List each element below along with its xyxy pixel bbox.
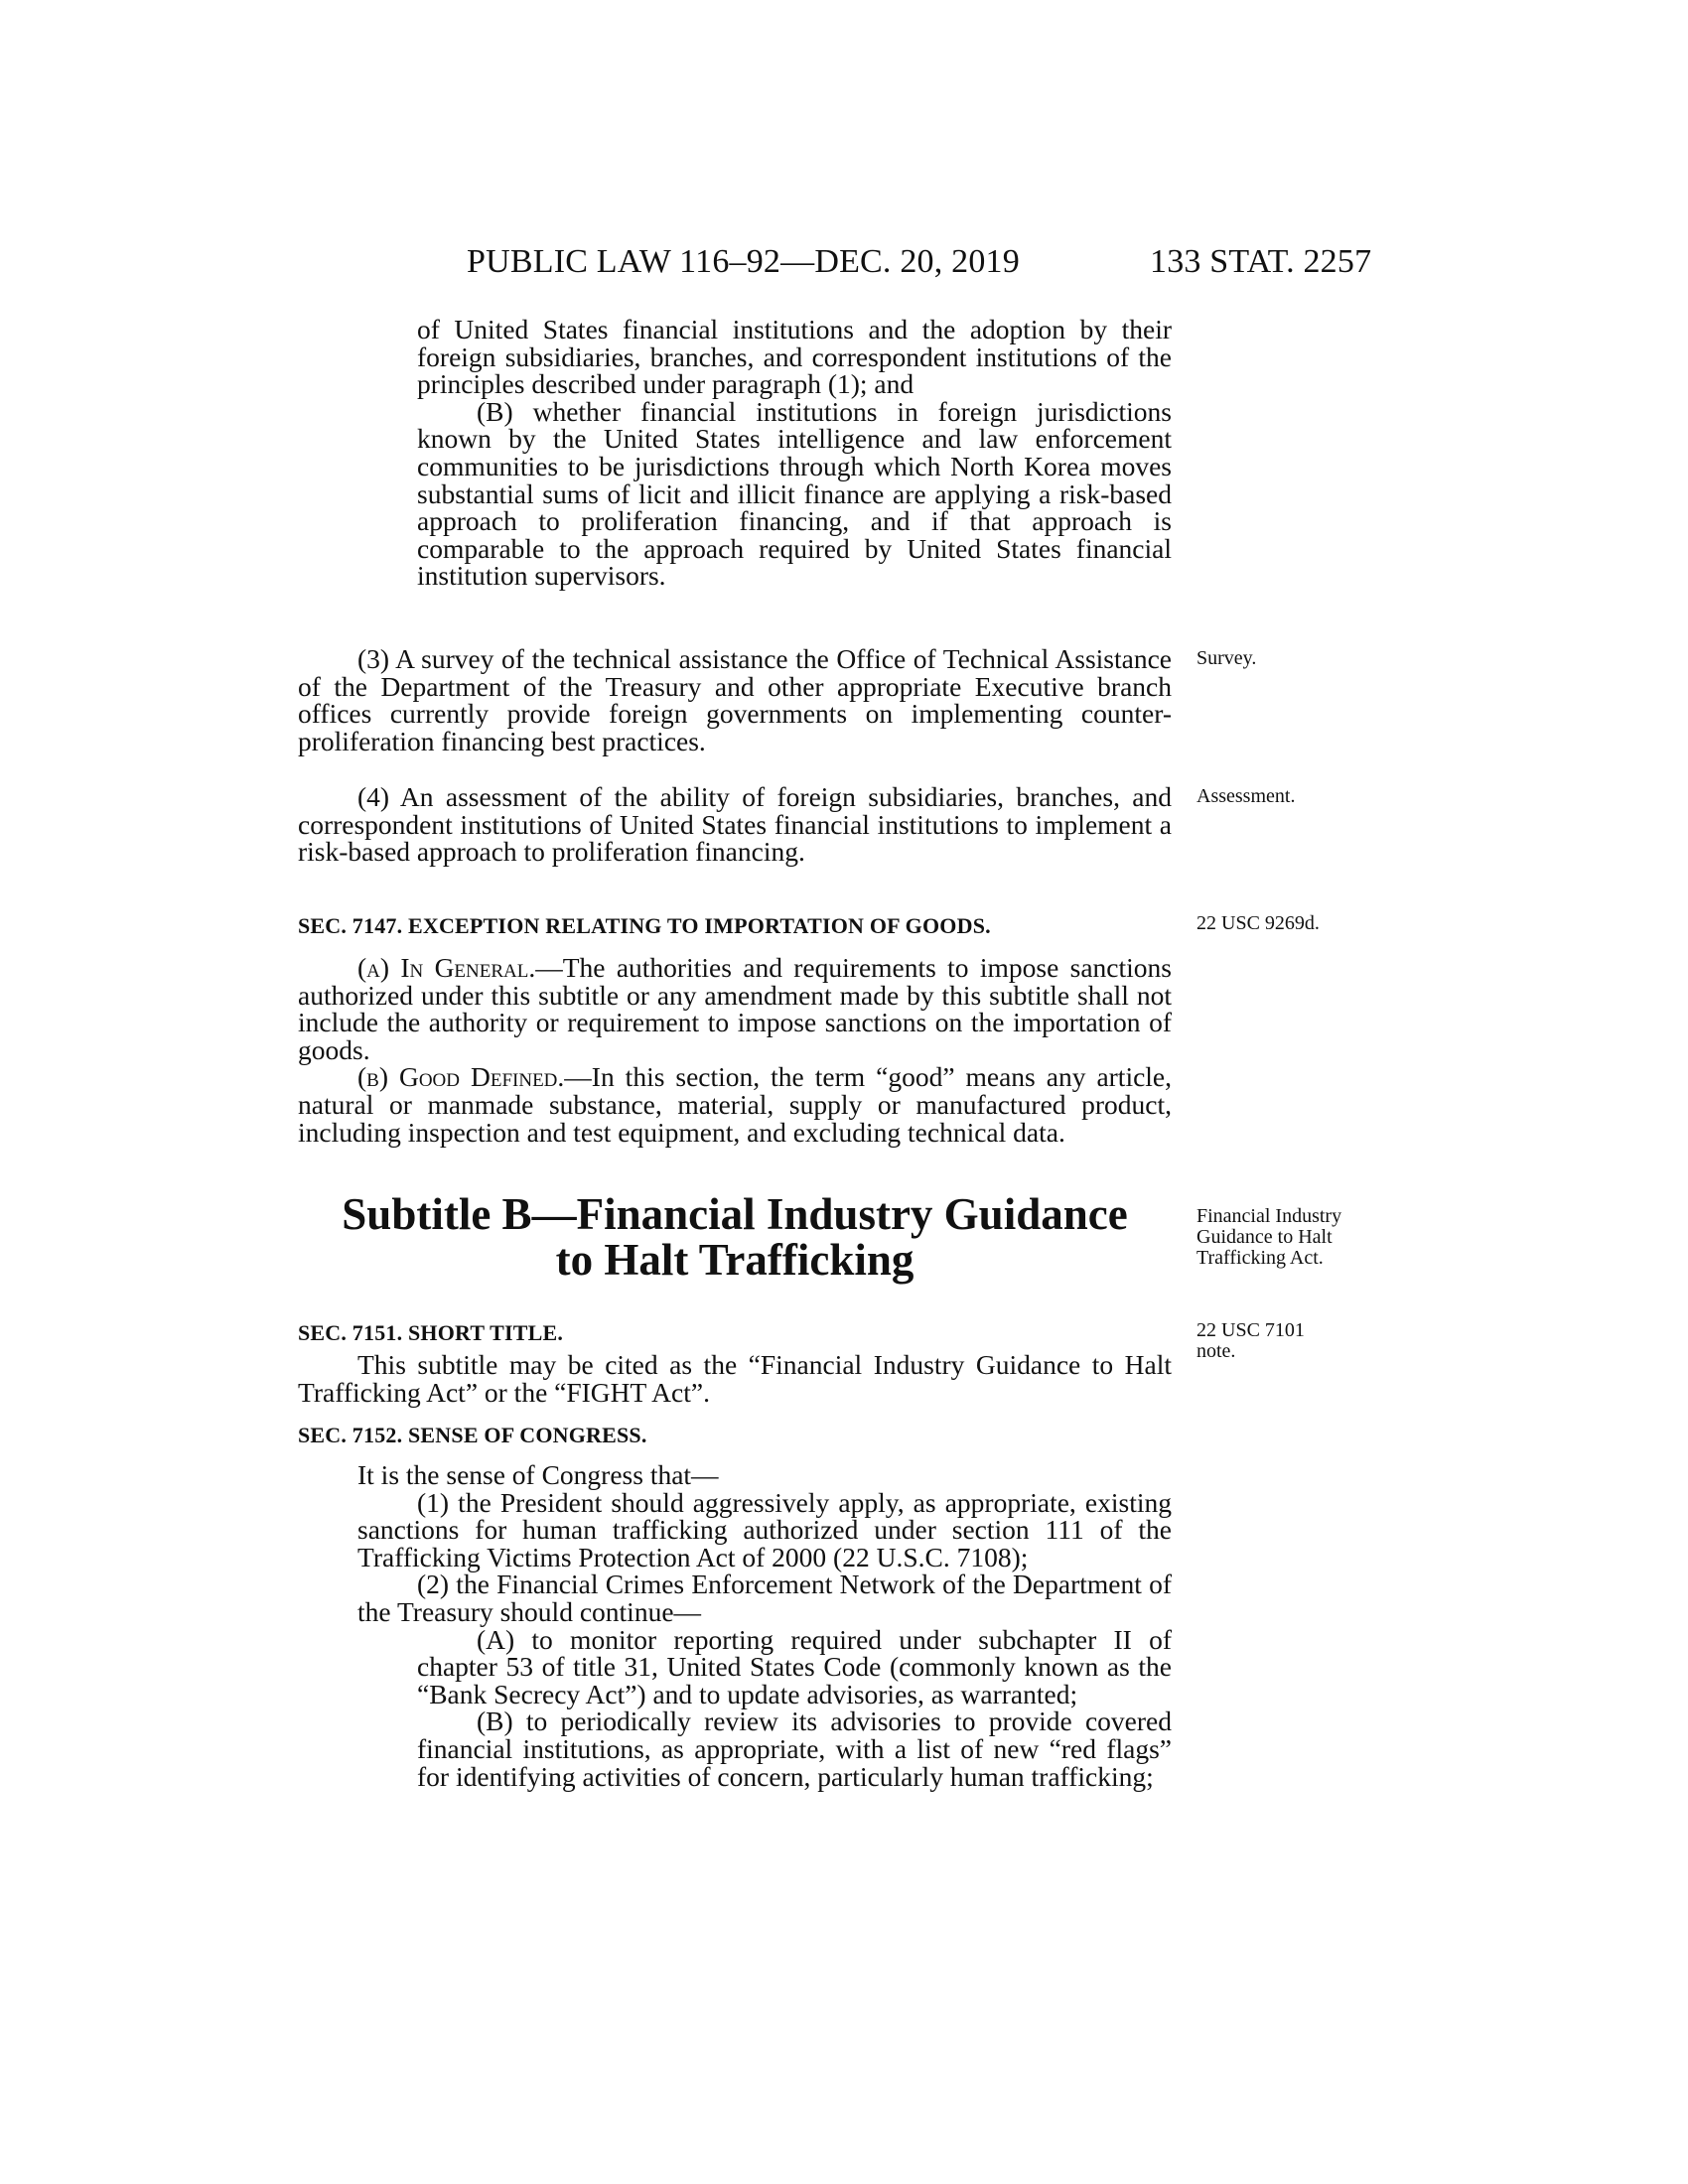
section-7152-heading: SEC. 7152. SENSE OF CONGRESS.	[298, 1423, 647, 1447]
subsection-a-text: —The authorities and requirements to impose sanctions authorized under this subtitle or any amendment made by this subtitle shall not include the authority or requirement to impose sanctions on the importation of goods.	[298, 952, 1172, 1065]
paragraph-4-text: (4) An assessment of the ability of foreign subsidiaries, branches, and correspondent institutions of United States financial institutions to implement a risk-based approach to proliferation financing.	[298, 781, 1172, 868]
margin-note-usc-7101: 22 USC 7101 note.	[1196, 1319, 1305, 1362]
subtitle-heading	[298, 1191, 1172, 1283]
short-title-text: This subtitle may be cited as the “Financial Industry Guidance to Halt Trafficking Act” or the “FIGHT Act”.	[298, 1349, 1172, 1408]
margin-note-usc-9269d: 22 USC 9269d.	[1196, 912, 1320, 934]
subsection-b-label: (b) Good Defined.	[357, 1061, 565, 1093]
subtitle-heading-line-2: to Halt Trafficking	[555, 1235, 914, 1285]
paragraph-A-continued: of United States financial institutions and the adoption by their foreign subsidiaries, branches, and correspondent institutions of the principles described under paragraph (1); and	[417, 314, 1172, 400]
sense-subparagraph-B: (B) to periodically review its advisories to provide covered financial institutions, as appropriate, with a list of new “red flags” for identifying activities of concern, particularly human trafficking;	[417, 1706, 1172, 1792]
section-7147-heading: SEC. 7147. EXCEPTION RELATING TO IMPORTATION OF GOODS.	[298, 913, 991, 938]
subsection-a	[298, 954, 1172, 1063]
section-7151-body	[298, 1351, 1172, 1406]
subsection-a-label: (a) In General.	[357, 952, 536, 983]
sense-subparagraph-A: (A) to monitor reporting required under subchapter II of chapter 53 of title 31, United States Code (commonly known as the “Bank Secrecy Act”) and to update advisories, as warranted;	[417, 1623, 1172, 1709]
paragraph-continuation	[298, 316, 1172, 590]
margin-note-assessment: Assessment.	[1196, 785, 1296, 807]
margin-note-survey: Survey.	[1196, 647, 1257, 669]
sense-paragraph-2: (2) the Financial Crimes Enforcement Network of the Department of the Treasury should continue—	[357, 1569, 1172, 1627]
sense-paragraph-1: (1) the President should aggressively apply, as appropriate, existing sanctions for human trafficking authorized under section 111 of the Trafficking Victims Protection Act of 2000 (22 U.S.C. 7108);	[357, 1486, 1172, 1572]
paragraph-B: (B) whether financial institutions in foreign jurisdictions known by the United States intelligence and law enforcement communities to be jurisdictions through which North Korea moves substantial sums of licit and illicit finance are applying a risk-based approach to proliferation financing, and if that approach is comparable to the approach required by United States financial institution supervisors.	[417, 395, 1172, 592]
paragraph-4	[298, 783, 1172, 866]
subsection-b-text: —In this section, the term “good” means any article, natural or manmade substance, material, supply or manufactured product, including inspection and test equipment, and excluding technical data.	[298, 1061, 1173, 1148]
running-header-title: PUBLIC LAW 116–92—DEC. 20, 2019	[467, 243, 1020, 280]
running-header-page-number: 133 STAT. 2257	[1150, 243, 1372, 280]
section-7151-heading: SEC. 7151. SHORT TITLE.	[298, 1320, 564, 1345]
paragraph-3	[298, 645, 1172, 754]
subtitle-heading-line-1: Subtitle B—Financial Industry Guidance	[342, 1189, 1128, 1239]
sense-intro: It is the sense of Congress that—	[357, 1459, 719, 1490]
paragraph-3-text: (3) A survey of the technical assistance the Office of Technical Assistance of the Department of the Treasury and other appropriate Executive branch offices currently provide foreign governments on implementing counter-proliferation financing best practices.	[298, 643, 1172, 756]
margin-note-fight-act: Financial Industry Guidance to Halt Trafficking Act.	[1196, 1205, 1342, 1269]
section-7152-body	[298, 1461, 1172, 1790]
section-7147-body	[298, 954, 1172, 1146]
subsection-b	[298, 1063, 1172, 1146]
